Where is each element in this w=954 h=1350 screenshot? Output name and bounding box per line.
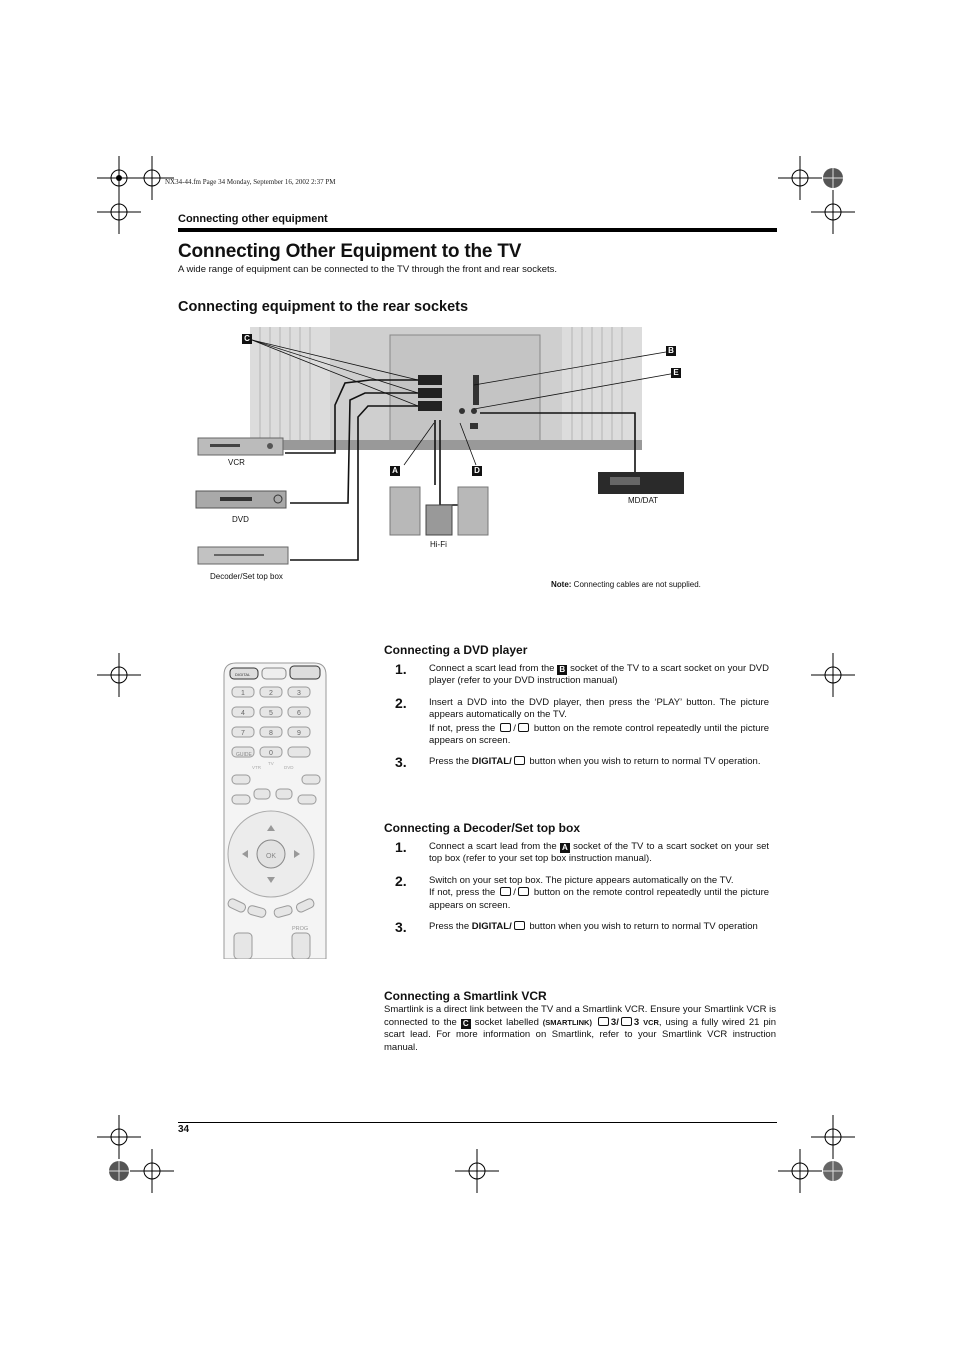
scart-output-icon [621,1017,632,1026]
registration-mark-icon [811,1115,855,1159]
dvd-step-3-text-a: Press the [429,756,470,767]
file-info: NX34-44.fm Page 34 Monday, September 16, 2002 2:37 PM [165,178,336,186]
connection-diagram [190,325,750,615]
registration-mark-icon [130,1149,174,1193]
decoder-step-1-text-a: Connect a scart lead from the [429,841,557,852]
socket-tag-c: C [242,334,252,344]
decoder-step-2-text-b1: If not, press the [429,887,496,899]
decoder-step-2-number: 2. [395,873,407,889]
svg-text:3: 3 [297,690,301,697]
decoder-step-1-text [429,841,769,866]
dvd-step-3-number: 3. [395,754,407,770]
tv-icon [514,756,525,765]
smartlink-paragraph [384,1004,776,1054]
intro-text: A wide range of equipment can be connected to the TV through the front and rear sockets. [178,264,558,275]
rear-sockets-heading: Connecting equipment to the rear sockets [178,299,469,315]
smartlink-socket-label: (SMARTLINK) [542,1017,592,1027]
socket-tag-a: A [390,466,400,476]
decoder-step-1-text-b: socket of the TV to a scart socket on your set top box (refer to your set top box instruction manual). [429,841,770,865]
remote-dvd-label: DVD [284,765,294,770]
dvd-step-2-text-b2: button on the remote control repeatedly until the picture appears on screen. [429,722,770,747]
registration-mark-icon [811,190,855,234]
caption-hifi: Hi-Fi [430,540,447,549]
dvd-step-2-text-b1: If not, press the [429,722,496,734]
svg-text:1: 1 [241,690,245,697]
smartlink-text-c: , using a fully wired 21 pin scart lead. For more information on Smartlink, refer to your Smartlink VCR instruction manual. [384,1016,777,1053]
decoder-heading: Connecting a Decoder/Set top box [384,821,581,835]
svg-text:4: 4 [241,710,245,717]
dvd-step-3-text-b: button when you wish to return to normal TV operation. [529,756,761,767]
smartlink-number-a: 3/ [610,1016,619,1028]
digital-button-name: DIGITAL/ [471,921,512,932]
dvd-step-2-number: 2. [395,695,407,711]
smartlink-text-a: Smartlink is a direct link between the TV and a Smartlink VCR. Ensure your Smartlink VCR is connected to the [384,1004,776,1028]
page-number: 34 [178,1124,190,1135]
decoder-step-3-text [429,921,769,933]
svg-text:2: 2 [269,690,273,697]
svg-text:8: 8 [269,730,273,737]
remote-digital-label: DIGITAL [235,672,251,677]
smartlink-text-b: socket labelled [474,1016,539,1028]
socket-tag-d: D [472,466,482,476]
dvd-step-1-number: 1. [395,661,407,677]
decoder-step-3-text-b: button when you wish to return to normal TV operation [529,921,758,932]
caption-mddat: MD/DAT [628,496,659,505]
section-label: Connecting other equipment [178,213,328,225]
decoder-step-3-text-a: Press the [429,921,470,932]
svg-text:0: 0 [269,750,273,757]
svg-text:6: 6 [297,710,301,717]
remote-control-illustration [218,661,331,959]
dvd-heading: Connecting a DVD player [384,643,528,657]
input-select-icon [500,723,511,732]
decoder-step-1-number: 1. [395,839,407,855]
caption-decoder: Decoder/Set top box [210,572,283,581]
footer-rule [178,1122,777,1123]
smartlink-number-b: 3 [633,1016,640,1028]
smartlink-heading: Connecting a Smartlink VCR [384,989,547,1003]
remote-tv-label: TV [268,761,274,766]
header-rule [178,228,777,232]
remote-prog-label: PROG [292,926,309,932]
dvd-step-1-text-a: Connect a scart lead from the [429,663,555,674]
input-select-icon [500,887,511,896]
socket-tag-e: E [671,368,681,378]
registration-mark-icon [455,1149,499,1193]
digital-button-name: DIGITAL/ [471,756,512,767]
decoder-step-2-text [429,875,769,912]
dvd-step-2-text [429,697,769,748]
remote-ok-label: OK [265,853,277,860]
dvd-step-1-text [429,663,769,688]
svg-text:5: 5 [269,710,273,717]
tv-icon [514,921,525,930]
scart-input-icon [598,1017,609,1026]
registration-mark-icon [811,653,855,697]
note-text: Connecting cables are not supplied. [571,580,701,589]
socket-tag-b: B [666,346,676,356]
smartlink-vcr-label: VCR [643,1017,659,1027]
decoder-step-3-number: 3. [395,919,407,935]
caption-vcr: VCR [228,458,245,467]
dvd-step-1-text-b: socket of the TV to a scart socket on your DVD player (refer to your DVD instruction manual) [429,663,769,687]
decoder-step-2-text-b-line: If not, press the / button on the remote control repeatedly until the picture appears on screen. [429,887,770,911]
svg-text:7: 7 [241,730,245,737]
caption-dvd: DVD [232,515,249,524]
decoder-step-2-text-b2: button on the remote control repeatedly until the picture appears on screen. [429,887,770,911]
socket-tag-inline: C [461,1019,471,1029]
socket-tag-inline: B [557,665,567,675]
registration-mark-icon [97,190,141,234]
input-select-icon [518,723,529,732]
note [551,580,701,589]
socket-tag-inline: A [560,843,570,853]
remote-guide-label: GUIDE [236,752,252,758]
registration-mark-icon [97,653,141,697]
dvd-step-3-text [429,756,769,768]
page-title: Connecting Other Equipment to the TV [178,241,522,262]
input-select-icon [518,887,529,896]
note-label: Note: [551,580,572,589]
svg-text:9: 9 [297,730,301,737]
decoder-step-2-text-a: Switch on your set top box. The picture appears automatically on the TV. [429,875,734,886]
dvd-step-2-text-a: Insert a DVD into the DVD player, then press the ‘PLAY’ button. The picture appears automatically on the TV. [429,697,769,721]
remote-vtr-label: VTR [252,765,261,770]
dvd-step-2-text-b-line: If not, press the / button on the remote control repeatedly until the picture appears on screen. [429,722,770,747]
